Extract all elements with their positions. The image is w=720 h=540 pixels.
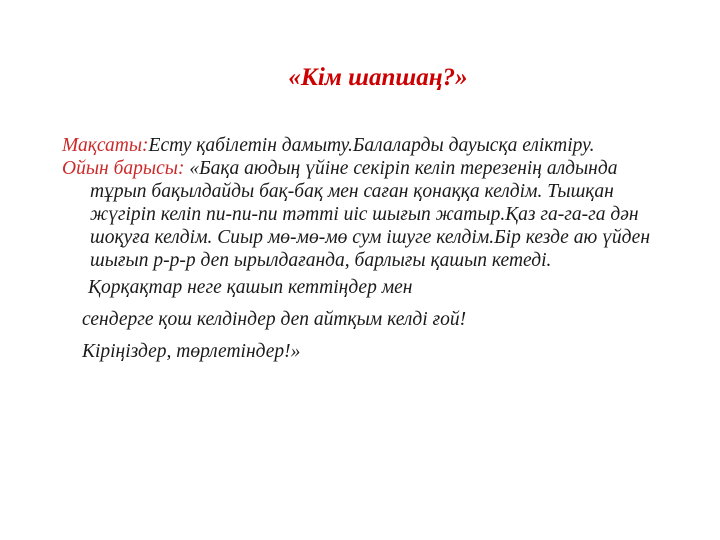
- closing-line-3: Кіріңіздер, төрлетіндер!»: [82, 341, 301, 362]
- game-flow-label: Ойын барысы:: [62, 158, 185, 179]
- closing-line-2: сендерге қош келдіндер деп айтқым келді ғой!: [82, 309, 467, 330]
- goal-paragraph: [62, 134, 672, 157]
- game-flow-paragraph: [62, 157, 672, 272]
- goal-label: Мақсаты:: [62, 135, 149, 156]
- slide-body: [62, 134, 672, 363]
- slide-title: «Кім шапшаң?»: [288, 64, 468, 91]
- closing-line-1: Қорқақтар неге қашып кеттіңдер мен: [88, 277, 413, 298]
- game-flow-text: «Бақа аюдың үйіне секіріп келіп терезенің алдында тұрып бақылдайды бақ-бақ мен саған қонаққа келдім. Тышқан жүгіріп келіп пи-пи-пи тәтті иіс шығып жатыр.Қаз га-га-га дән шоқуға келдім. Сиыр мө-мө-мө сум ішуге келдім.Бір кезде аю үйден шығып р-р-р деп ырылдағанда, барлығы қашып кетеді.: [90, 158, 651, 271]
- goal-text: Есту қабілетін дамыту.Балаларды дауысқа еліктіру.: [148, 135, 595, 156]
